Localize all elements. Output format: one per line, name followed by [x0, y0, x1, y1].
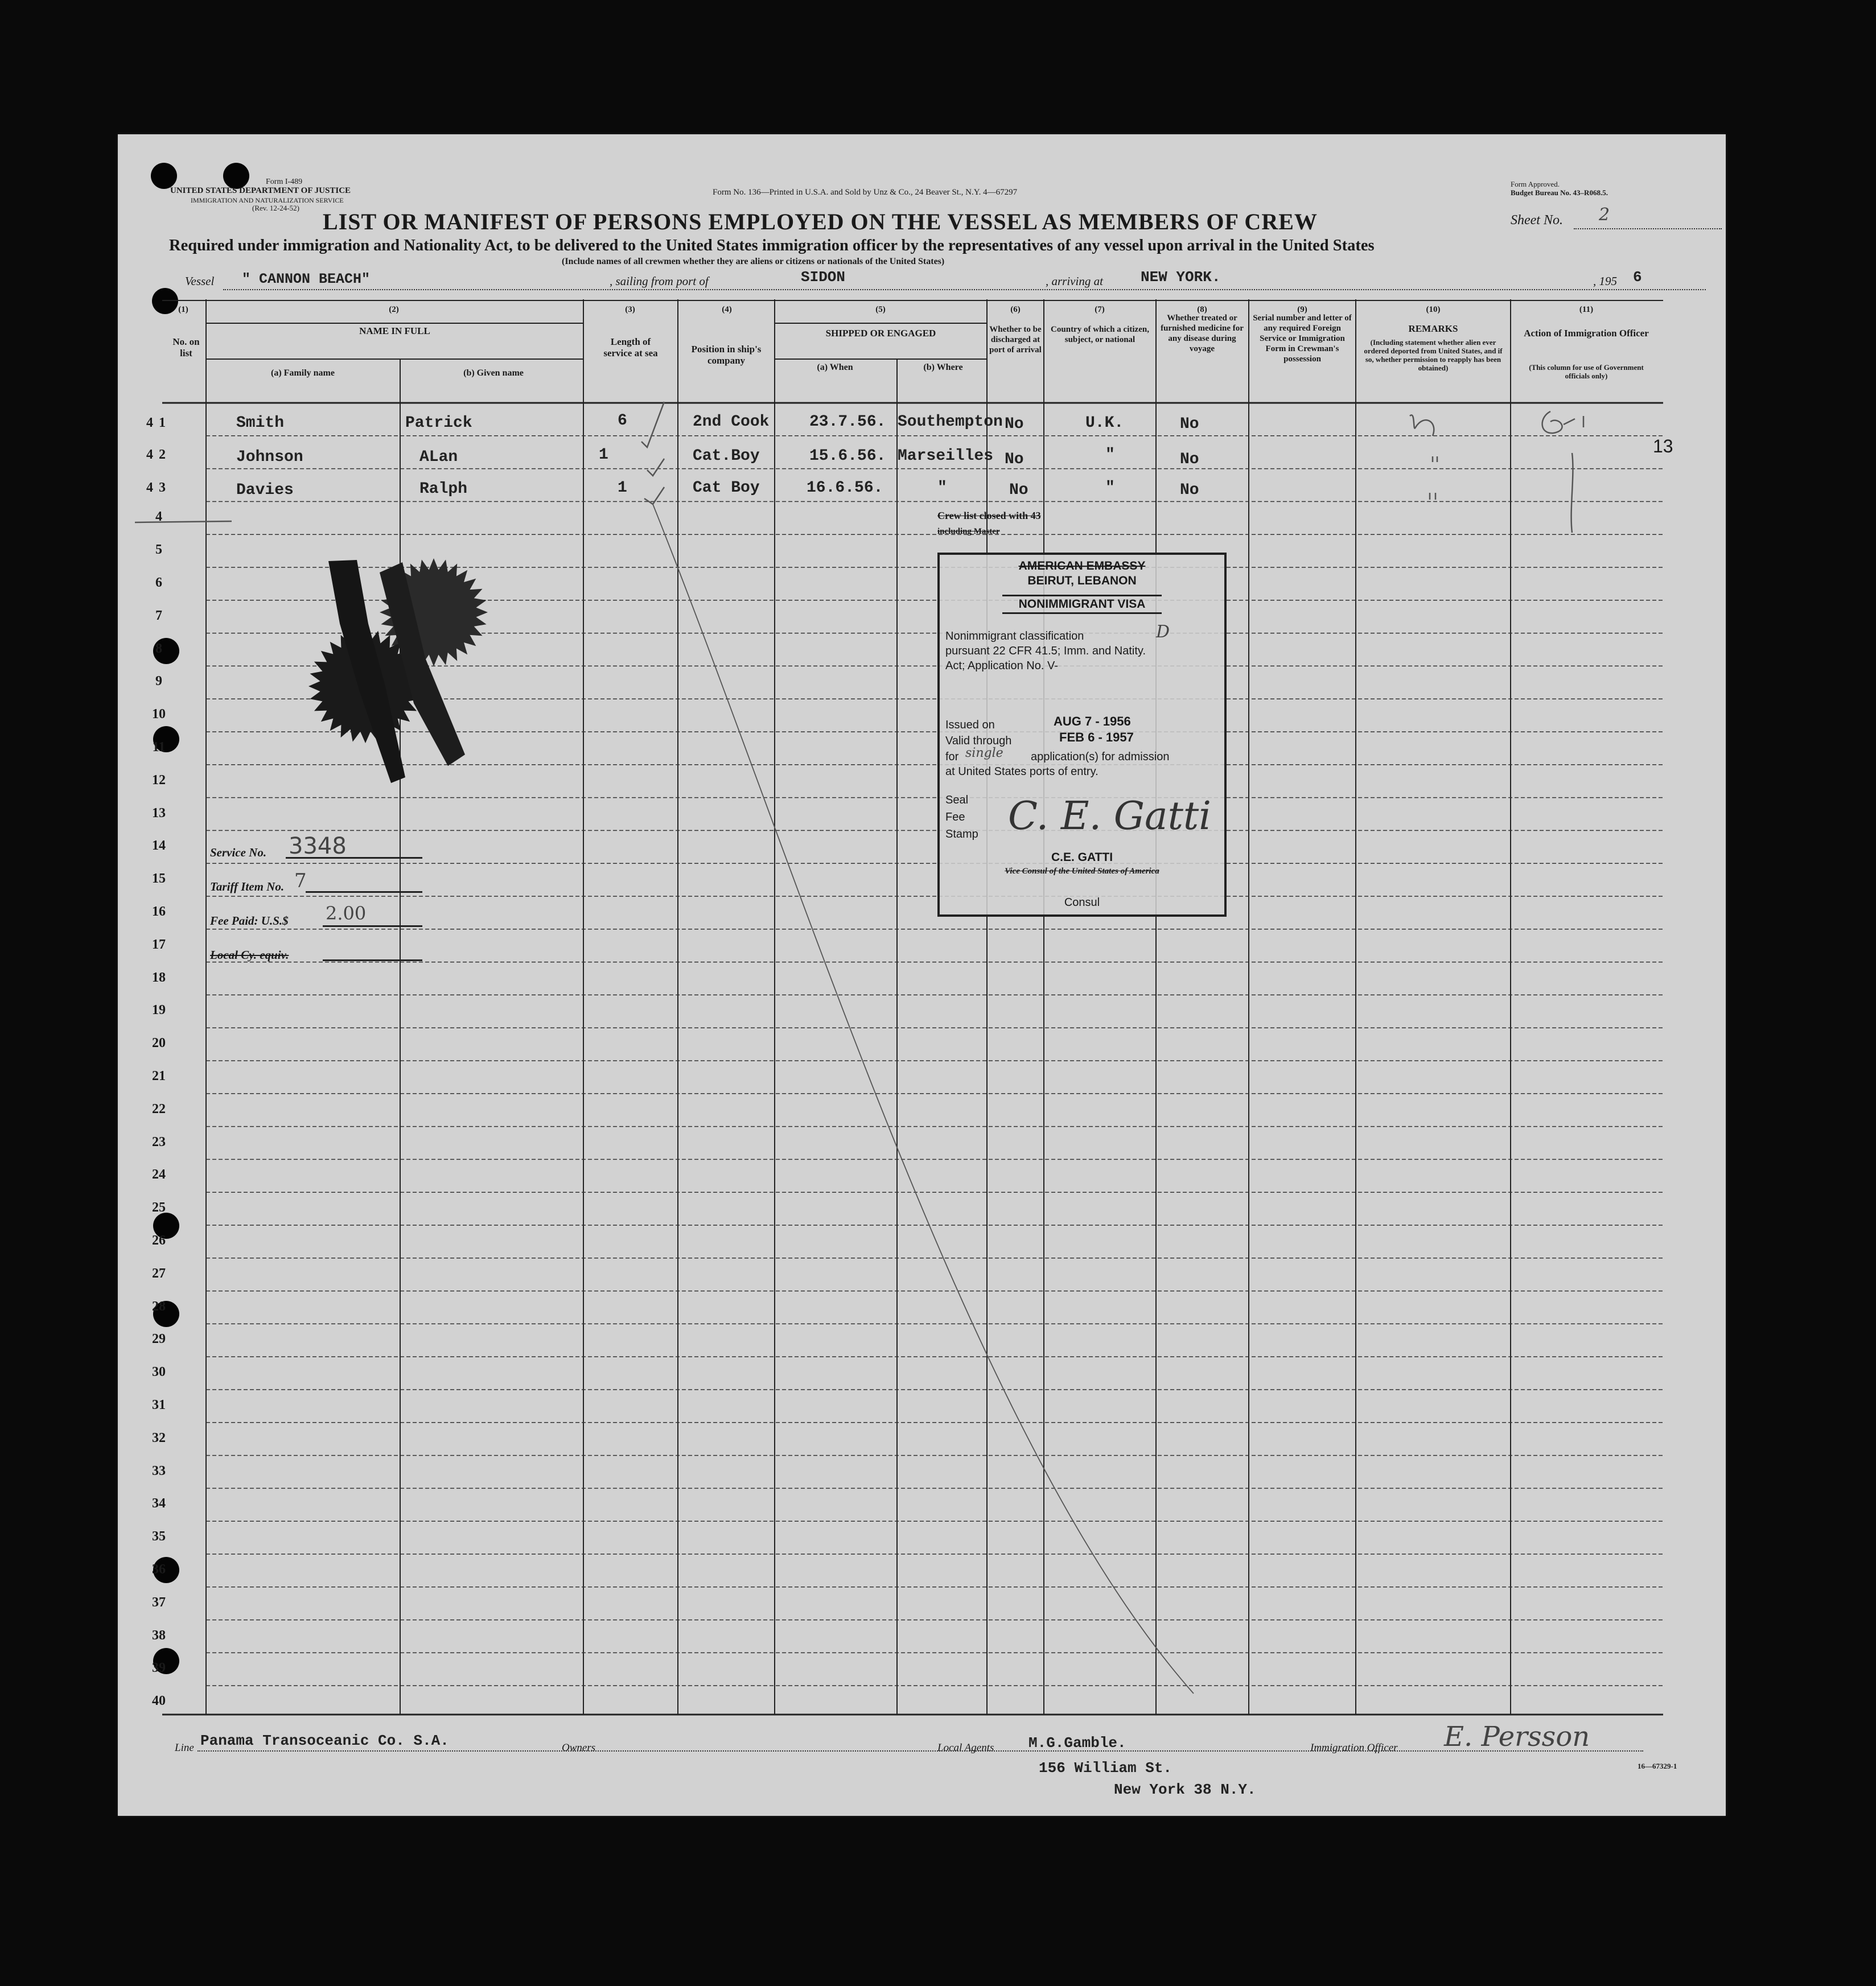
col2-num: (2)	[389, 305, 399, 314]
form-revision: (Rev. 12-24-52)	[252, 204, 299, 212]
col5b-label: (b) Where	[923, 362, 963, 372]
row-number: 5	[155, 542, 162, 558]
row-number: 34	[152, 1496, 166, 1511]
row-number: 29	[152, 1332, 166, 1347]
row-number: 21	[152, 1069, 166, 1083]
visa-signature: C. E. Gatti	[1008, 794, 1211, 839]
side-number: 13	[1653, 436, 1673, 456]
sheet-number: 2	[1599, 205, 1610, 225]
agency-subline: IMMIGRATION AND NATURALIZATION SERVICE	[191, 196, 344, 204]
row-number: 37	[152, 1594, 166, 1610]
position: Cat.Boy	[693, 447, 760, 465]
visa-fee-label: Fee	[945, 811, 965, 823]
row-number: 4	[155, 509, 162, 525]
row-number: 7	[155, 608, 162, 623]
family-name: Davies	[236, 481, 294, 499]
year-label: , 195	[1593, 274, 1617, 288]
row-number: 20	[152, 1036, 166, 1051]
vessel-label: Vessel	[185, 274, 215, 288]
discharged: No	[1009, 481, 1028, 499]
shipped-when: 23.7.56.	[809, 413, 886, 431]
visa-issued-date: AUG 7 - 1956	[1054, 714, 1131, 728]
agent-address-line2: New York 38 N.Y.	[1114, 1781, 1256, 1798]
fee-line	[306, 891, 422, 893]
col8-num: (8)	[1197, 305, 1207, 314]
printer-line: Form No. 136—Printed in U.S.A. and Sold by Unz & Co., 24 Beaver St., N.Y. 4—67297	[713, 188, 1018, 197]
row-number: 42	[146, 447, 171, 462]
col7-label: Country of which a citizen, subject, or national	[1051, 325, 1149, 344]
row-number: 14	[152, 838, 166, 854]
col5a-label: (a) When	[817, 362, 853, 372]
form-subtitle: Required under immigration and Nationality Act, to be delivered to the United States immigration officer by the representatives of any vessel upon arrival in the United States	[169, 237, 1375, 254]
tariff-value: 7	[294, 870, 307, 892]
form-title: LIST OR MANIFEST OF PERSONS EMPLOYED ON THE VESSEL AS MEMBERS OF CREW	[323, 209, 1318, 234]
approval-line: Form Approved.	[1511, 180, 1560, 188]
row-number: 11	[152, 740, 166, 755]
col6-num: (6)	[1010, 305, 1021, 314]
handwriting-marks	[118, 134, 1726, 1816]
col4-num: (4)	[722, 305, 732, 314]
visa-application: Act; Application No. V-	[945, 660, 1058, 672]
visa-classification-label: Nonimmigrant classification	[945, 630, 1084, 642]
col5-label: SHIPPED OR ENGAGED	[825, 328, 936, 339]
visa-type: NONIMMIGRANT VISA	[1002, 595, 1162, 614]
family-name: Smith	[236, 414, 285, 432]
row-number: 19	[152, 1003, 166, 1018]
row-number: 15	[152, 871, 166, 887]
row-number: 35	[152, 1529, 166, 1544]
col10-note: (Including statement whether alien ever ordered deported from United States, and if so, whether permission to reapply has been obtained)	[1364, 338, 1503, 372]
visa-issued-label: Issued on	[945, 719, 995, 731]
arriving-label: , arriving at	[1046, 274, 1103, 288]
row-number: 24	[152, 1167, 166, 1182]
owners-label: Owners	[562, 1742, 596, 1754]
col4-label: Position in ship's company	[691, 344, 762, 366]
visa-for-label: for	[945, 751, 959, 763]
given-name: Ralph	[419, 480, 468, 498]
row-number: 32	[152, 1430, 166, 1445]
approval-line: Budget Bureau No. 43–R068.5.	[1511, 188, 1608, 197]
shipped-when: 15.6.56.	[809, 447, 886, 465]
position: Cat Boy	[693, 479, 760, 497]
discharged: No	[1005, 415, 1024, 433]
service-length: 1	[618, 479, 627, 497]
fee-paid-value: 2.00	[326, 903, 367, 924]
col1-num: (1)	[178, 305, 188, 314]
col2a-label: (a) Family name	[271, 368, 335, 378]
line-label: Line	[175, 1742, 194, 1754]
col11-note: (This column for use of Government officials only)	[1529, 363, 1644, 380]
vessel-name: " CANNON BEACH"	[242, 271, 371, 287]
row-number: 30	[152, 1365, 166, 1380]
col9-num: (9)	[1297, 305, 1307, 314]
local-agents-label: Local Agents	[937, 1742, 994, 1754]
visa-consul-label: Consul	[1064, 896, 1100, 909]
visa-pursuant: pursuant 22 CFR 41.5; Imm. and Natity.	[945, 645, 1146, 657]
crew-list-note: Crew list closed with 43	[937, 510, 1041, 521]
medicine: No	[1180, 481, 1199, 499]
sailing-port: SIDON	[801, 269, 846, 286]
fee-line	[323, 925, 422, 927]
visa-seal-label: Seal	[945, 794, 969, 806]
row-number: 13	[152, 805, 166, 821]
col3-label: Length of service at sea	[603, 336, 658, 359]
given-name: Patrick	[405, 414, 472, 432]
visa-classification-value: D	[1156, 622, 1170, 642]
service-length: 1	[599, 446, 608, 464]
col7-num: (7)	[1095, 305, 1105, 314]
shipped-where: "	[937, 479, 947, 497]
visa-consul-title: Vice Consul of the United States of America	[1005, 867, 1159, 876]
footer-ref: 16—67329-1	[1638, 1762, 1677, 1770]
col6-label: Whether to be discharged at port of arrival	[989, 325, 1042, 355]
row-number: 25	[152, 1200, 166, 1216]
row-number: 6	[155, 575, 162, 590]
manifest-sheet	[118, 134, 1726, 1816]
row-number: 39	[152, 1661, 166, 1676]
row-number: 31	[152, 1398, 166, 1412]
visa-valid-label: Valid through	[945, 735, 1012, 747]
discharged: No	[1005, 451, 1024, 468]
arrival-port: NEW YORK.	[1141, 269, 1221, 286]
col2-label: NAME IN FULL	[359, 325, 430, 336]
row-number: 8	[155, 641, 162, 656]
country: "	[1105, 479, 1115, 497]
col5-num: (5)	[875, 305, 886, 314]
service-label: Service No.	[210, 846, 267, 859]
shipped-where: Southempton	[898, 413, 1003, 431]
service-length: 6	[618, 412, 627, 430]
given-name: ALan	[419, 448, 458, 466]
col1-label: No. on list	[172, 336, 200, 359]
shipped-where: Marseilles	[898, 447, 994, 465]
col10-num: (10)	[1426, 305, 1441, 314]
row-number: 10	[152, 707, 166, 722]
form-note: (Include names of all crewmen whether they are aliens or citizens or nationals of the United States)	[562, 257, 945, 266]
row-number: 12	[152, 772, 166, 788]
form-id: Form I-489	[266, 178, 303, 186]
col3-num: (3)	[625, 305, 635, 314]
row-number: 26	[152, 1233, 166, 1248]
country: "	[1105, 446, 1115, 464]
row-number: 22	[152, 1101, 166, 1116]
agent-address-line1: 156 William St.	[1039, 1760, 1172, 1777]
immigration-officer-signature: E. Persson	[1444, 1721, 1590, 1753]
col2b-label: (b) Given name	[463, 368, 524, 378]
embossed-seal	[306, 555, 545, 817]
row-number: 9	[155, 674, 162, 689]
position: 2nd Cook	[693, 413, 770, 431]
crew-list-note-line2: including Master	[937, 527, 1000, 536]
sheet-label: Sheet No.	[1511, 213, 1563, 228]
service-value: 3348	[289, 833, 347, 859]
visa-stamp	[937, 553, 1227, 917]
fee-line	[286, 857, 422, 859]
row-number: 33	[152, 1463, 166, 1478]
local-currency-label: Local Cy. equiv.	[210, 948, 289, 962]
row-number: 41	[146, 415, 171, 430]
tariff-label: Tariff Item No.	[210, 880, 285, 893]
row-number: 27	[152, 1266, 166, 1281]
col11-num: (11)	[1579, 305, 1594, 314]
row-number: 38	[152, 1627, 166, 1643]
col9-label: Serial number and letter of any required Foreign Service or Immigration Form in Crewman's possession	[1253, 314, 1352, 364]
col10-label: REMARKS	[1408, 323, 1458, 334]
fee-line	[323, 959, 422, 961]
row-number: 43	[146, 480, 171, 495]
col11-label: Action of Immigration Officer	[1524, 328, 1649, 339]
visa-embassy: AMERICAN EMBASSY	[1018, 559, 1146, 572]
visa-valid-date: FEB 6 - 1957	[1059, 730, 1134, 744]
col8-label: Whether treated or furnished medicine for any disease during voyage	[1161, 314, 1244, 353]
row-number: 28	[152, 1299, 166, 1314]
family-name: Johnson	[236, 448, 303, 466]
visa-ports: at United States ports of entry.	[945, 765, 1099, 778]
sailing-label: , sailing from port of	[610, 274, 709, 288]
row-number: 36	[152, 1562, 166, 1577]
visa-for-value: single	[965, 746, 1003, 760]
shipped-when: 16.6.56.	[807, 479, 883, 497]
row-number: 17	[152, 937, 166, 952]
row-number: 16	[152, 904, 166, 919]
agency-line: UNITED STATES DEPARTMENT OF JUSTICE	[170, 186, 351, 195]
visa-consul-name: C.E. GATTI	[1051, 851, 1113, 864]
row-number: 40	[152, 1694, 166, 1709]
footer-underline	[198, 1750, 1643, 1752]
medicine: No	[1180, 415, 1199, 433]
visa-stamp-label: Stamp	[945, 828, 978, 840]
fee-paid-label: Fee Paid: U.S.$	[210, 914, 289, 928]
row-number: 18	[152, 970, 166, 985]
line-value: Panama Transoceanic Co. S.A.	[200, 1732, 449, 1749]
medicine: No	[1180, 451, 1199, 468]
year-digit: 6	[1633, 269, 1642, 286]
visa-location: BEIRUT, LEBANON	[1027, 574, 1137, 587]
country: U.K.	[1085, 414, 1124, 432]
visa-for-rest: application(s) for admission	[1031, 751, 1170, 763]
immigration-officer-label: Immigration Officer	[1310, 1742, 1398, 1754]
row-number: 23	[152, 1134, 166, 1149]
local-agents-value: M.G.Gamble.	[1028, 1734, 1126, 1752]
